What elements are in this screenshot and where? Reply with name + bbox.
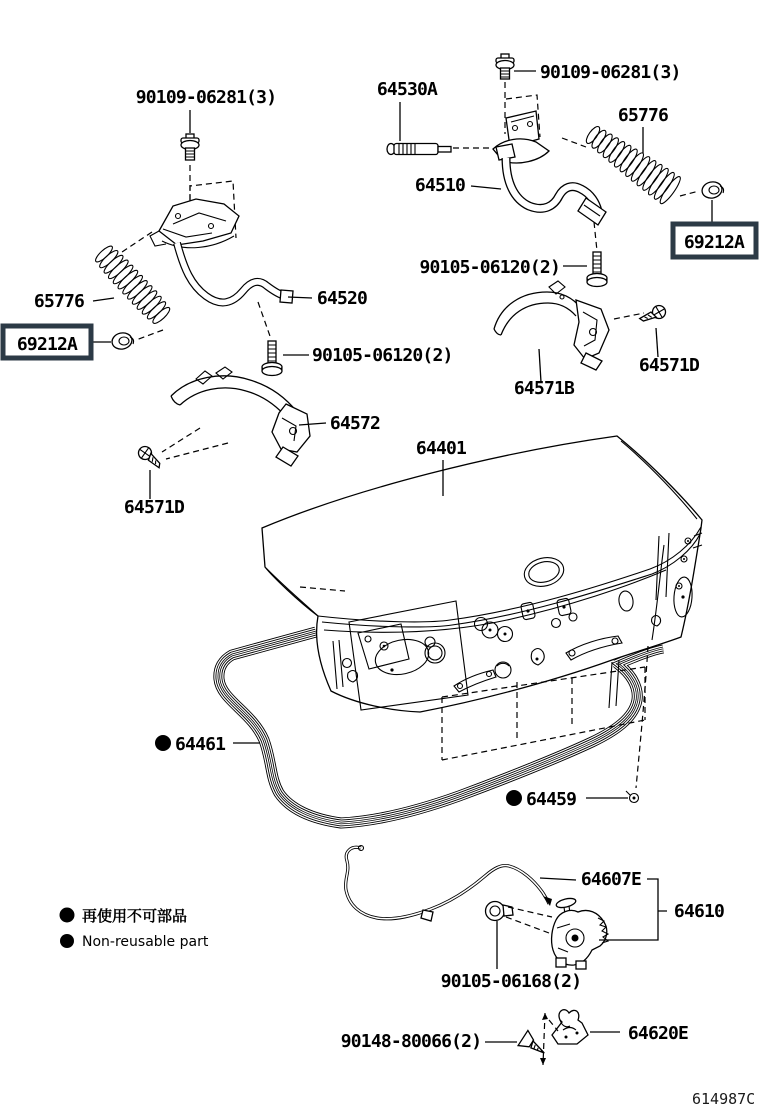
label-90105-06120-right: 90105-06120(2): [419, 257, 560, 278]
legend-jp-text: 再使用不可部品: [82, 907, 188, 925]
striker-drawing: [540, 1010, 588, 1065]
label-64572: 64572: [329, 413, 381, 434]
label-64571D-right: 64571D: [638, 355, 700, 376]
non-reusable-bullet: [60, 934, 74, 948]
bolt-vertical-left-icon: [262, 341, 282, 376]
label-69212A-left: 69212A: [16, 334, 78, 355]
screw-left-icon: [136, 444, 165, 470]
support-right-drawing: [494, 281, 644, 370]
label-90109-06281-left: 90109-06281(3): [135, 87, 277, 108]
non-reusable-bullet: [506, 790, 522, 806]
label-64520: 64520: [316, 288, 368, 309]
support-left-drawing: [162, 367, 310, 466]
label-64461: 64461: [175, 734, 226, 755]
label-64530A: 64530A: [376, 79, 438, 100]
label-64571B: 64571B: [513, 378, 575, 399]
damper-stay-icon: [387, 144, 451, 155]
spring-right-icon: [580, 119, 683, 205]
label-65776-left: 65776: [33, 291, 85, 312]
diagram-code: 614987C: [692, 1090, 756, 1108]
label-90105-06120-left: 90105-06120(2): [312, 345, 453, 366]
legend: [60, 907, 209, 950]
bolt-vertical-right-icon: [587, 252, 607, 287]
striker-screw-icon: [518, 1030, 550, 1059]
non-reusable-bullet: [155, 735, 171, 751]
spring-left-icon: [92, 243, 173, 327]
label-64401: 64401: [415, 438, 467, 459]
label-65776-right: 65776: [617, 105, 669, 126]
label-90109-06281-right: 90109-06281(3): [540, 62, 681, 83]
label-64459: 64459: [526, 789, 577, 810]
grommet-left-icon: [111, 331, 134, 351]
label-64620E: 64620E: [627, 1023, 689, 1044]
right-hinge-assembly: [387, 54, 724, 251]
label-90105-06168: 90105-06168(2): [440, 971, 582, 992]
lock-assembly-drawing: [552, 897, 608, 969]
bolt-icon: [181, 134, 199, 160]
grommet-right-icon: [701, 180, 724, 200]
label-90148-80066: 90148-80066(2): [340, 1031, 482, 1052]
left-hinge-assembly: [92, 134, 293, 351]
label-64571D-left: 64571D: [123, 497, 185, 518]
label-64607E: 64607E: [580, 869, 642, 890]
screw-right-icon: [638, 303, 667, 328]
clip-64459-drawing: [626, 791, 639, 803]
bolt-icon: [496, 54, 514, 79]
legend-en-text: Non-reusable part: [82, 934, 209, 950]
non-reusable-bullet: [60, 908, 75, 923]
label-64510: 64510: [414, 175, 466, 196]
label-64610: 64610: [673, 901, 725, 922]
label-69212A-right: 69212A: [683, 232, 745, 253]
